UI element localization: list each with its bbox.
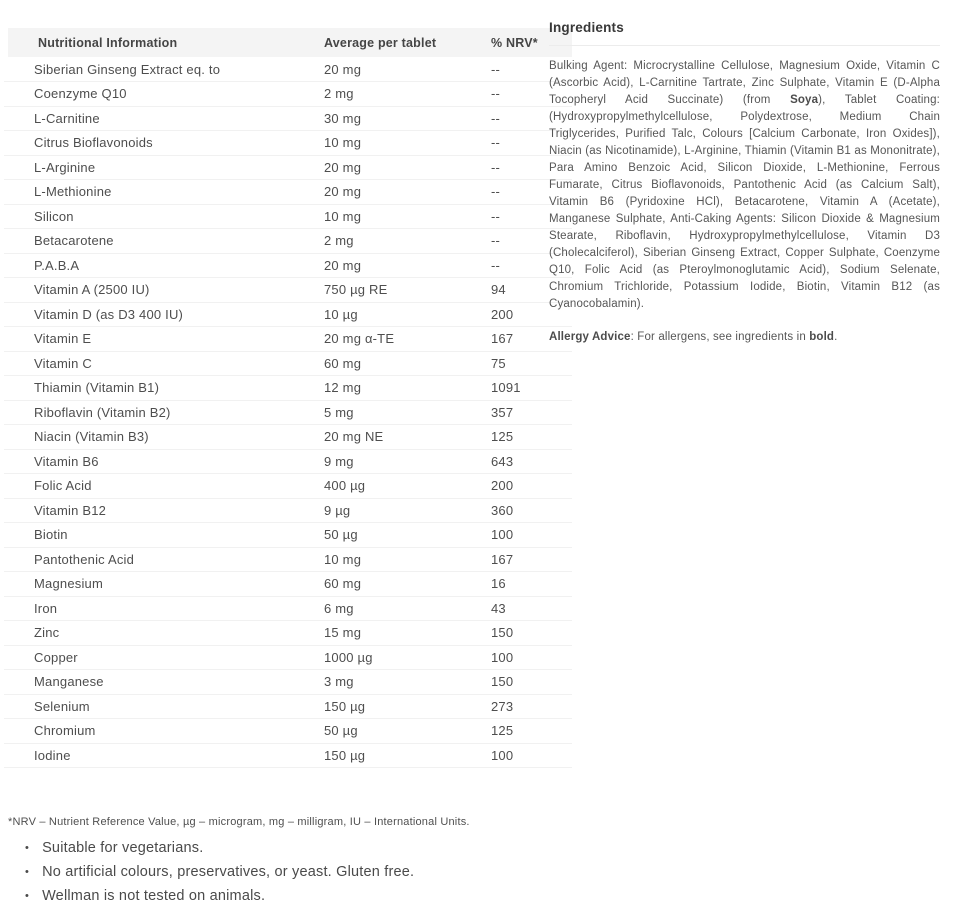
nutrient-name-cell: Betacarotene [4,229,324,254]
nutrient-name-cell: Magnesium [4,572,324,597]
table-row [4,719,572,744]
nutrient-name-cell: Iron [4,596,324,621]
nutrient-nrv-cell: 100 [491,523,572,548]
nutrient-nrv-cell: 75 [491,351,572,376]
header-nutritional-information: Nutritional Information [4,28,324,57]
nutrient-name-cell: Chromium [4,719,324,744]
table-row [4,278,572,303]
nutrient-amount-cell: 12 mg [324,376,491,401]
nutrient-nrv-cell: 150 [491,670,572,695]
table-row [4,743,572,768]
header-average-per-tablet: Average per tablet [324,28,491,57]
nutrient-nrv-cell: 125 [491,719,572,744]
table-header-row [4,28,572,57]
ingredients-text [549,58,940,313]
table-row [4,180,572,205]
table-row [4,645,572,670]
nutrient-nrv-cell: 100 [491,645,572,670]
bullet-icon: • [25,890,30,902]
nutrient-name-cell: Copper [4,645,324,670]
nutrient-amount-cell: 50 µg [324,523,491,548]
nutrient-nrv-cell: 273 [491,694,572,719]
nutrient-amount-cell: 15 mg [324,621,491,646]
nutrient-amount-cell: 30 mg [324,106,491,131]
nutrient-nrv-cell: -- [491,229,572,254]
table-row [4,547,572,572]
nutrient-amount-cell: 5 mg [324,400,491,425]
list-item-text: Suitable for vegetarians. [42,840,204,856]
table-row [4,253,572,278]
table-row [4,155,572,180]
list-item [25,861,414,885]
nutrient-amount-cell: 50 µg [324,719,491,744]
nutrient-name-cell: Vitamin C [4,351,324,376]
nutrient-nrv-cell: -- [491,180,572,205]
ingredients-soya-bold: Soya [790,94,819,106]
nutrient-amount-cell: 20 mg NE [324,425,491,450]
table-row [4,694,572,719]
allergy-bold-word: bold [809,331,835,343]
nutrient-nrv-cell: 43 [491,596,572,621]
nutrient-name-cell: L-Methionine [4,180,324,205]
nutrient-name-cell: Niacin (Vitamin B3) [4,425,324,450]
table-row [4,572,572,597]
table-row [4,204,572,229]
nutrient-amount-cell: 20 mg α-TE [324,327,491,352]
table-row [4,106,572,131]
list-item [25,837,414,861]
nutrient-amount-cell: 60 mg [324,572,491,597]
nutrient-name-cell: Manganese [4,670,324,695]
nutrient-nrv-cell: 200 [491,474,572,499]
nutrient-name-cell: L-Carnitine [4,106,324,131]
allergy-advice-label: Allergy Advice [549,331,631,343]
nutrient-name-cell: Coenzyme Q10 [4,82,324,107]
ingredients-divider [549,45,940,46]
nutrition-table-body [4,57,572,768]
ingredients-heading: Ingredients [549,20,624,35]
nutrient-amount-cell: 6 mg [324,596,491,621]
list-item-text: Wellman is not tested on animals. [42,888,266,904]
table-row [4,400,572,425]
nutrient-amount-cell: 10 mg [324,547,491,572]
nutrient-nrv-cell: 200 [491,302,572,327]
table-row [4,229,572,254]
nutrient-name-cell: P.A.B.A [4,253,324,278]
table-row [4,523,572,548]
ingredients-section [549,20,940,346]
nutrient-nrv-cell: 360 [491,498,572,523]
table-row [4,596,572,621]
nutrient-name-cell: Vitamin B12 [4,498,324,523]
table-row [4,302,572,327]
nutrient-amount-cell: 1000 µg [324,645,491,670]
table-row [4,621,572,646]
nutrient-amount-cell: 2 mg [324,229,491,254]
nutrient-nrv-cell: -- [491,155,572,180]
nutrient-nrv-cell: 100 [491,743,572,768]
nutrient-amount-cell: 9 µg [324,498,491,523]
table-row [4,449,572,474]
allergy-advice [549,329,940,346]
nutrient-nrv-cell: -- [491,204,572,229]
nutrient-amount-cell: 20 mg [324,180,491,205]
nutrient-amount-cell: 2 mg [324,82,491,107]
nutrient-nrv-cell: 1091 [491,376,572,401]
nutrient-nrv-cell: -- [491,253,572,278]
nutrient-amount-cell: 20 mg [324,57,491,82]
nutrient-name-cell: Zinc [4,621,324,646]
nutrient-amount-cell: 10 mg [324,131,491,156]
nutrient-name-cell: Vitamin E [4,327,324,352]
table-row [4,327,572,352]
nutrient-amount-cell: 10 mg [324,204,491,229]
nutrient-nrv-cell: 167 [491,547,572,572]
nutrient-nrv-cell: 643 [491,449,572,474]
nutrient-amount-cell: 750 µg RE [324,278,491,303]
bullet-icon: • [25,842,30,854]
list-item [25,885,414,909]
nutrient-name-cell: Vitamin D (as D3 400 IU) [4,302,324,327]
nutrient-nrv-cell: 150 [491,621,572,646]
nutrient-nrv-cell: -- [491,82,572,107]
nutrient-nrv-cell: 167 [491,327,572,352]
list-item-text: No artificial colours, preservatives, or yeast. Gluten free. [42,864,415,880]
ingredients-text-part2: ), Tablet Coating: (Hydroxypropylmethylcellulose, Polydextrose, Medium Chain Triglycerides, Purified Talc, Colours [Calcium Carbonate, Iron Oxides]), Niacin (as Nicotinamide), L-Arginine, Thiamin (Vitamin B1 as Mononitrate), Para Amino Benzoic Acid, Silicon Dioxide, L-Methionine, Ferrous Fumarate, Citrus Bioflavonoids, Pantothenic Acid (as Calcium Salt), Vitamin B6 (Pyridoxine HCl), Betacarotene, Vitamin A (Acetate), Manganese Sulphate, Anti-Caking Agents: Silicon Dioxide & Magnesium Stearate, Riboflavin, Hydroxypropylmethylcellulose, Vitamin D3 (Cholecalciferol), Siberian Ginseng Extract, Copper Sulphate, Coenzyme Q10, Folic Acid (as Pteroylmonoglutamic Acid), Sodium Selenate, Chromium Trichloride, Potassium Iodide, Biotin, Vitamin B12 (as Cyanocobalamin). [549,94,940,310]
nutrient-amount-cell: 20 mg [324,155,491,180]
allergy-advice-period: . [834,331,838,343]
allergy-advice-text: : For allergens, see ingredients in [630,331,810,343]
nutrient-nrv-cell: 16 [491,572,572,597]
product-claims-list [25,837,414,909]
nutrition-table-section [0,28,568,768]
nutrient-name-cell: Pantothenic Acid [4,547,324,572]
nutrient-name-cell: Thiamin (Vitamin B1) [4,376,324,401]
nutrient-nrv-cell: 357 [491,400,572,425]
nutrient-name-cell: Siberian Ginseng Extract eq. to [4,57,324,82]
table-row [4,474,572,499]
nutrient-amount-cell: 3 mg [324,670,491,695]
table-row [4,670,572,695]
nutrient-name-cell: L-Arginine [4,155,324,180]
nutrition-table [0,28,572,768]
nutrient-amount-cell: 9 mg [324,449,491,474]
bullet-icon: • [25,866,30,878]
nutrient-name-cell: Vitamin B6 [4,449,324,474]
header-nrv: % NRV* [491,28,572,57]
nutrient-amount-cell: 20 mg [324,253,491,278]
nutrient-amount-cell: 150 µg [324,743,491,768]
table-row [4,131,572,156]
nutrient-name-cell: Biotin [4,523,324,548]
nutrient-name-cell: Selenium [4,694,324,719]
nutrient-name-cell: Silicon [4,204,324,229]
nutrient-name-cell: Folic Acid [4,474,324,499]
nrv-footnote: *NRV – Nutrient Reference Value, µg – microgram, mg – milligram, IU – International Units. [8,816,470,828]
nutrient-name-cell: Iodine [4,743,324,768]
table-row [4,498,572,523]
nutrient-nrv-cell: 125 [491,425,572,450]
nutrient-nrv-cell: -- [491,106,572,131]
nutrient-nrv-cell: -- [491,131,572,156]
table-row [4,376,572,401]
nutrient-nrv-cell: -- [491,57,572,82]
nutrient-amount-cell: 10 µg [324,302,491,327]
table-row [4,351,572,376]
ingredients-text-part1: Bulking Agent: Microcrystalline Cellulose, Magnesium Oxide, Vitamin C (Ascorbic Acid), L-Carnitine Tartrate, Zinc Sulphate, Vitamin E (D-Alpha Tocopheryl Acid Succinate) (from [549,60,940,106]
nutrient-amount-cell: 60 mg [324,351,491,376]
table-row [4,425,572,450]
table-row [4,57,572,82]
nutrient-amount-cell: 400 µg [324,474,491,499]
nutrient-amount-cell: 150 µg [324,694,491,719]
nutrient-name-cell: Riboflavin (Vitamin B2) [4,400,324,425]
nutrient-name-cell: Citrus Bioflavonoids [4,131,324,156]
nutrient-name-cell: Vitamin A (2500 IU) [4,278,324,303]
nutrient-nrv-cell: 94 [491,278,572,303]
table-row [4,82,572,107]
